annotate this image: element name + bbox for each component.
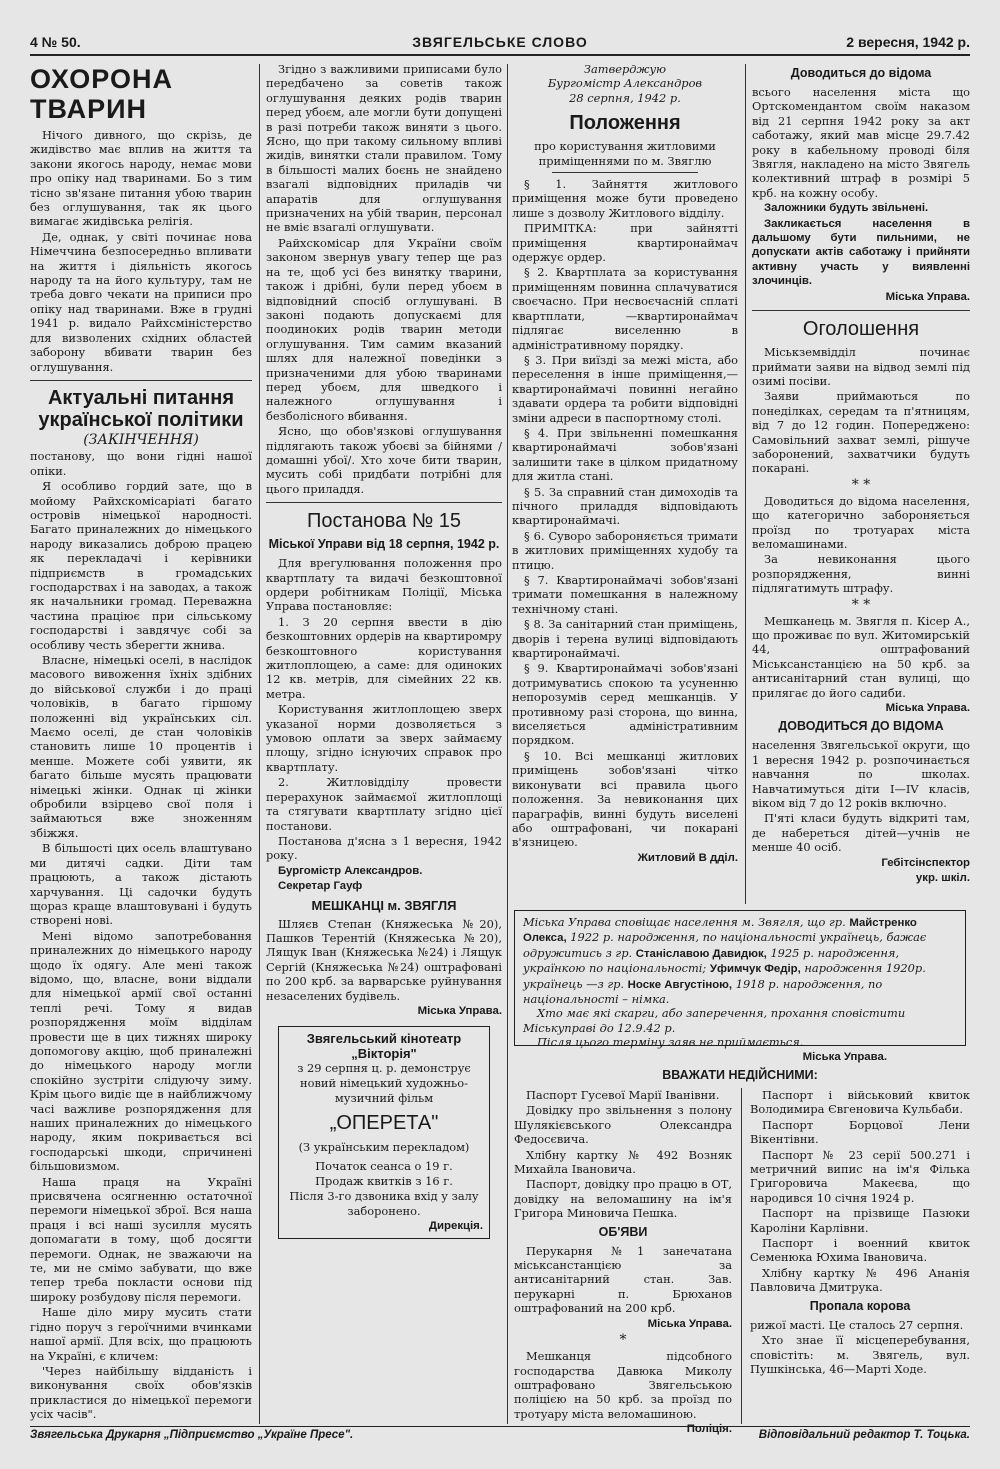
school-signature: укр. шкіл. <box>915 872 970 885</box>
politics-paragraph: Власне, німецькі оселі, в наслідок масового вивоження їхніх здібних до військової служби і до праці чоловіків, в багато гіршому положенні від українських сіл. Маємо оселі, де стан чоловіків становить лише 10 процентів і менше. Можете собі уявити, як багато більше мусять працювати німецькі жінки. Однак ці жінки обробили взірцево свої поля і займаються вже зноженням збіжжя. <box>30 653 252 840</box>
ad-text: За невиконання цього розпорядження, винні підлягатимуть штрафу. <box>752 552 970 596</box>
decree-paragraph: Користування житлоплощею зверх указаної норми дозволяється з умовою оплати за зверх займаєму площу, згідно існуючих справок про квартплату. <box>266 702 502 774</box>
session-start: Початок сеанса о 19 г. <box>315 1159 453 1174</box>
invalid-docs-title: ВВАЖАТИ НЕДІЙСНИМИ: <box>662 1068 818 1082</box>
animals-paragraph: Нічого дивного, що скрізь, де жидівство має вплив на життя та закони якогось народу, немає мови про опіку над тваринами. Бо з тим тісно зв'язане питання убою тварин без оглушування, так як цього вимагає жидівська релігія. <box>30 128 252 229</box>
ads-signature: Міська Управа. <box>885 702 970 715</box>
ad-text: Міськземвідділ починає приймати заяви на відвод землі під озимі посіви. <box>752 345 970 388</box>
school-title: ДОВОДИТЬСЯ ДО ВІДОМА <box>778 719 944 734</box>
column-3 <box>512 62 738 900</box>
film-translation: (З українським перекладом) <box>298 1140 470 1155</box>
column-rule <box>259 64 260 1424</box>
notice-item: Мешканця підсобного господарства Давюка Миколу оштрафовано Звягельською поліцією на 50 крб. за проїзд по тротуару міста веломашиною. <box>514 1349 732 1421</box>
sabotage-text: всього населення міста що Ортскомендантом своїм наказом від 21 серпня 1942 року за акт саботажу, який мав місце 29.7.42 року в кабельному проводі біля Звягля, накладено на місто Звягель колективний штраф в розмірі 5 крб. на кожну особу. <box>752 85 970 200</box>
school-text: П'яті класи будуть відкриті там, де набереться дітей—учнів не менше 40 осіб. <box>752 811 970 855</box>
person-name: Уфимчук Федір, <box>709 963 801 976</box>
decree-subtitle: Міської Управи від 18 серпня, 1942 р. <box>268 537 500 552</box>
issue-number: 4 № 50. <box>30 34 81 50</box>
animals-paragraph: Райхскомісар для України своїм законом звернув увагу тепер ще раз на те, щоб усі без винятку тварини, також і дрібні, були перед убоєм в відповідний спосіб оглушувані. В законі подають допускаємі для поодиноких родів тварин методи оглушування. Тим самим вказаний шлях для належної поведінки з призначеними для убою тваринами перед убоєм, для шведкого і належного оглушування і безболісного вбивання. <box>266 235 502 423</box>
decree-paragraph: 1. З 20 серпня ввести в дію безкоштовних ордерів на квартиромру безкоштовного користування житлоплощею, а саме: для одиноких 12 кв. метрів, для сімейних 22 кв. метра. <box>266 614 502 701</box>
notices-title: ОБ'ЯВИ <box>598 1224 648 1239</box>
approval-name: Бургомістр Александров <box>547 76 703 91</box>
housing-note: ПРИМІТКА: при зайнятті приміщення квартиронаймач одержує ордер. <box>512 221 738 265</box>
separator-stars: * * <box>851 596 871 613</box>
hostages-text: Заложники будуть звільнені. <box>764 202 929 215</box>
decree-paragraph: Постанова д'ясна з 1 вересня, 1942 року. <box>266 833 502 863</box>
sabotage-title: Доводиться до відома <box>790 66 932 80</box>
residents-text: Шляєв Степан (Княжеська №20), Пашков Терентій (Княжеська №20), Лящук Іван (Княжеська №24) і Лящук Сергій (Княжеська №24) оштрафовані по 200 крб. за варварське руйнування незаселених будівель. <box>266 916 502 1003</box>
appeal-text: Закликається населення в дальшому бути пильними, не допускати актів саботажу і прийняти активну участь у виявленні злочинців. <box>752 217 970 288</box>
invalid-item: Довідку про звільнення з полону Шулякієвського Олександра Федосєвича. <box>514 1103 732 1147</box>
animals-paragraph: Ясно, що обов'язкові оглушування підлягають також убоєві за бійнями /домашні убої/. Хто хоче бити тварин, мусить собі придбати потрібні для цього приладдя. <box>266 424 502 496</box>
column-2 <box>266 62 502 1424</box>
divider <box>752 310 970 311</box>
invalid-item: Хлібну картку № 496 Ананія Павловича Дмитрука. <box>750 1265 970 1295</box>
politics-paragraph: постанову, що вони гідні нашої опіки. <box>30 449 252 478</box>
invalid-item: Паспорт Борцової Лени Вікентівни. <box>750 1117 970 1147</box>
invalid-item: Паспорт і военний квиток Семенюка Юхима Івановича. <box>750 1236 970 1265</box>
notice-text: Після цього терміну заяв не приймається. <box>537 1035 804 1050</box>
marriage-notice <box>514 910 966 1063</box>
housing-paragraph: § 3. При виїзді за межі міста, або переселення в інше приміщення,—квартиронаймачі повинні негайно здавати ордера та робити відповідні зміни адреси в паспортному столі. <box>512 352 738 425</box>
column-5 <box>514 1088 732 1436</box>
notice-signature: Міська Управа. <box>802 1050 887 1063</box>
person-name: Станіславою Давидюк, <box>635 947 767 960</box>
cinema-signature: Дирекція. <box>428 1220 483 1233</box>
divider <box>552 172 698 173</box>
housing-paragraph: § 5. За справний стан димоходів та пічного приладдя відповідають квартиронаймачі. <box>512 484 738 528</box>
person-name: Носке Августіною, <box>627 978 733 991</box>
printer-credit: Звягельська Друкарня „Підприємство „Україне Пресе". <box>30 1429 354 1441</box>
column-rule <box>741 1088 742 1424</box>
film-title: „ОПЕРЕТА" <box>329 1112 439 1135</box>
housing-signature: Житловий В дділ. <box>637 851 738 864</box>
masthead <box>30 32 970 56</box>
housing-title: Положення <box>569 112 681 135</box>
politics-paragraph: В більшості цих осель влаштувано ми дитячі садки. Діти там працюють, а також дістають харчування. Ці садочки будуть щораз краще влаштовувані і будуть створені нові. <box>30 841 252 928</box>
notice-text: Хто має які скарги, або заперечення, прохання сповістити Міськуправі до 12.9.42 р. <box>523 1006 906 1035</box>
column-rule <box>745 64 746 904</box>
decree-title: Постанова № 15 <box>306 510 462 533</box>
notice-signature: Поліція. <box>686 1423 732 1436</box>
notice-text: народження 1920р. українець —з гр. <box>523 961 926 991</box>
footer <box>30 1426 970 1447</box>
housing-paragraph: § 1. Зайняття житлового приміщення може бути проведено лише з дозволу Житлового відділу. <box>512 177 738 220</box>
ads-title: Оголошення <box>802 318 920 341</box>
lost-cow-title: Пропала корова <box>809 1298 911 1313</box>
issue-date: 2 вересня, 1942 р. <box>846 34 970 50</box>
sabotage-signature: Міська Управа. <box>885 290 970 303</box>
residents-signature: Міська Управа. <box>417 1004 502 1017</box>
housing-paragraph: § 9. Квартиронаймачі зобов'язані дотримуватись спокою та усуненню непорозумів серед мешканців. У противному разі сторона, що винна, виселяється адміністративним порядком. <box>512 661 738 748</box>
invalid-item: Паспорт на прізвище Пазюки Кароліни Карлівни. <box>750 1206 970 1235</box>
notice-signature: Міська Управа. <box>647 1317 732 1330</box>
decree-signature: Секретар Гауф <box>278 880 363 893</box>
separator-stars: * * <box>851 476 871 493</box>
notice-text: 1922 р. народження, по національності українець, бажає одружитись з гр. <box>523 930 927 960</box>
ticket-sale: Продаж квитків з 16 г. <box>315 1174 453 1189</box>
newspaper-title: ЗВЯГЕЛЬСЬКЕ СЛОВО <box>412 34 588 50</box>
approval-label: Затверджую <box>583 62 667 76</box>
ad-text: Мешканець м. Звягля п. Кісер А., що проживає по вул. Житомирській 44, оштрафований Міськсанстанцією на 50 крб. за антисанітарний стан вулиці, що прилягає до його садиби. <box>752 613 970 700</box>
school-signature: Гебітсінспектор <box>881 856 970 869</box>
housing-paragraph: § 6. Суворо забороняється тримати в житлових приміщеннях худобу та птицю. <box>512 528 738 572</box>
lost-cow-text: Хто знае її місцеперебування, сповістіть: м. Звягель, вул. Пушкінська, 46—Марті Ходе. <box>750 1333 970 1376</box>
animals-title: ОХОРОНА ТВАРИН <box>30 64 173 124</box>
politics-paragraph: 'Через найбільшу відданість і виконування своїх обов'язків прикластися до німецької перемоги усіх часів". <box>30 1363 252 1422</box>
approval-date: 28 серпня, 1942 р. <box>569 90 681 105</box>
housing-paragraph: § 8. За санітарний стан приміщень, дворів і терена вулиці відповідають квартиронаймачі. <box>512 617 738 661</box>
housing-paragraph: § 7. Квартиронаймачі зобов'язані тримати помешкання в належному технічному стані. <box>512 573 738 616</box>
cinema-intro: з 29 серпня ц. р. демонструє новий німецький художньо-музичний фільм <box>297 1061 471 1106</box>
politics-title: Актуальні питання української політики <box>38 386 244 431</box>
invalid-item: Паспорт Гусевої Марії Іванівни. <box>526 1088 720 1102</box>
invalid-item: Паспорт, довідку про працю в ОТ, довідку на веломашину на ім'я Григора Миновича Пешка. <box>514 1177 732 1221</box>
column-6 <box>750 1088 970 1424</box>
ad-text: Доводиться до відома населення, що категорично забороняється проїзд по тротуарах міста веломашинами. <box>752 493 970 551</box>
invalid-item: Паспорт № 23 серії 500.271 і метричний випис на ім'я Філька Григоровича Макеєва, що народився 10 січня 1924 р. <box>750 1147 970 1205</box>
notice-text: Міська Управа сповіщає населення м. Звягля, що гр. <box>523 915 846 929</box>
lost-cow-text: рижої масті. Це сталось 27 серпня. <box>750 1317 964 1332</box>
divider <box>266 502 502 503</box>
decree-paragraph: 2. Житловідділу провести перерахунок займаємої житлоплощі та стягувати квартплату згідно цієї постанови. <box>266 775 502 833</box>
divider <box>30 380 252 381</box>
politics-paragraph: Наше діло миру мусить стати гідно поруч з героїчними вчинками нашої армії. Для всіх, що працюють на Україні, є кличем: <box>30 1305 252 1363</box>
animals-paragraph: Згідно з важливими приписами було передбачено за советів також оглушування деяких родів тварин перед убоєм, але могли бути допущені в разі потреби також виняти з цього. Ясно, що при такому сильному впливі жидів, винятки стали правилом. Тому в більшості малих боєнь не знайдено взагалі відповідних приладів чи апаратів для оглушування призначених на убій тварин, персонал не вміє взагалі оглушувати. <box>266 62 502 235</box>
notice-item: Перукарня №1 занечатана міськсанстанцією за антисанітарний стан. Зав. перукарні п. Брюханов оштрафований на 200 крб. <box>514 1243 732 1316</box>
decree-paragraph: Для врегулювання положення про квартплату та видачі безкоштовної ордери робітникам Поліції, Міська Управа постановляє: <box>266 556 502 614</box>
column-1 <box>30 62 252 1424</box>
ad-text: Заяви приймаються по понеділках, середам та п'ятницям, від 7 до 12 годин. Попереджено: Самовільний захват землі, рішуче заборонений, захватчики будуть покарані. <box>752 389 970 476</box>
column-4 <box>752 62 970 900</box>
person-name: Майстренко Олекса, <box>523 917 917 945</box>
invalid-item: Хлібну картку № 492 Возняк Михайла Івановича. <box>514 1147 732 1177</box>
politics-subtitle: (ЗАКІНЧЕННЯ) <box>83 431 199 448</box>
separator-stars: * <box>619 1332 627 1349</box>
notice-text: 1918 р. народження, по національності – німка. <box>523 976 883 1007</box>
cinema-ad <box>278 1026 490 1239</box>
housing-paragraph: § 10. Всі мешканці житлових приміщень зобов'язані чітко виконувати всі правила цього положення. За невиконання цих параграфів, винні будуть виселені або оштрафовані, чи покарані в'язницею. <box>512 748 738 850</box>
notice-text: 1925 р. народження, українкою по національності; <box>523 945 900 976</box>
column-rule <box>507 64 508 1424</box>
entry-rule: Після 3-го дзвоника вхід у залу заборонено. <box>289 1189 479 1219</box>
housing-paragraph: § 2. Квартплата за користування приміщенням повинна сплачуватися своєчасно. При несвоєчасній сплаті квартплати, —квартиронаймач підлягає виселенню в адміністративному порядку. <box>512 265 738 352</box>
residents-title: МЕШКАНЦІ м. ЗВЯГЛЯ <box>311 897 457 913</box>
invalid-item: Паспорт і військовий квиток Володимира Євгеновича Кульбаби. <box>750 1088 970 1117</box>
school-text: населення Звягельської округи, що 1 вересня 1942 р. розпочинається навчання по школах. Навчатимуться діти I—IV класів, віком від 7 до 12 років включно. <box>752 738 970 811</box>
decree-signature: Бургомістр Александров. <box>278 864 423 877</box>
housing-paragraph: § 4. При звільненні помешкання квартиронаймачі зобов'язані залишити таке в цілком придатному для житла стані. <box>512 425 738 484</box>
cinema-name: Звягельський кінотеатр „Вікторія" <box>306 1031 462 1062</box>
animals-paragraph: Де, однак, у світі починає нова Німеччина безпосередньо впливати на життя і діяльність якогось народу та на його культуру, там не треба довго чекати на приписи про опіку над тваринами. Вже в грудні 1941 р. видало Райхсміністерство для визволених східних областей заборону вбивати тварин без оглушування. <box>30 229 252 374</box>
housing-subtitle: про користування житловими приміщеннями по м. Звяглю <box>534 139 716 168</box>
politics-paragraph: Я особливо гордий зате, що в мойому Райхскомісаріаті багато островів німецької народності. Багато приналежних до німецького народу виказались доброю працею як перекладачі і керівники підприємств в громадських господарствах і на заводах, а також як начальники громад. Переважна частина праціює при сільському господарстві і завдячує собі за особливу честь зберегти жнива. <box>30 479 252 652</box>
editor-credit: Відповідальний редактор Т. Тоцька. <box>758 1429 970 1441</box>
politics-paragraph: Наша праця на Україні присвячена осягненню остаточної перемоги німецької зброї. Вся наша праця і всі наші зусилля мусять допомагати в тому, щоб досягти перемоги. Однак, не зважаючи на те, ми не смімо забувати, що вже тепер треба покласти основи під широку розбудову після перемоги. <box>30 1174 252 1304</box>
politics-paragraph: Мені відомо запотребовання приналежних до німецького народу щодо їх одягу. Але мені також відомо, що, власне, вони віддали для німецької армії свої останні теплі речі. Тому я видав розпорядження моїм відділам провести ще в цих тижнях широку допомогову акцію, щоб приналежні до німецького народу могли спокійно зустріти слідуючу зиму. Крім цього видіє ще в найближчому часі важливе розпорядження для наших приналежних до німецького народу, яким покривається всі господарські шкоди, спричинені більшовизмом. <box>30 928 252 1174</box>
